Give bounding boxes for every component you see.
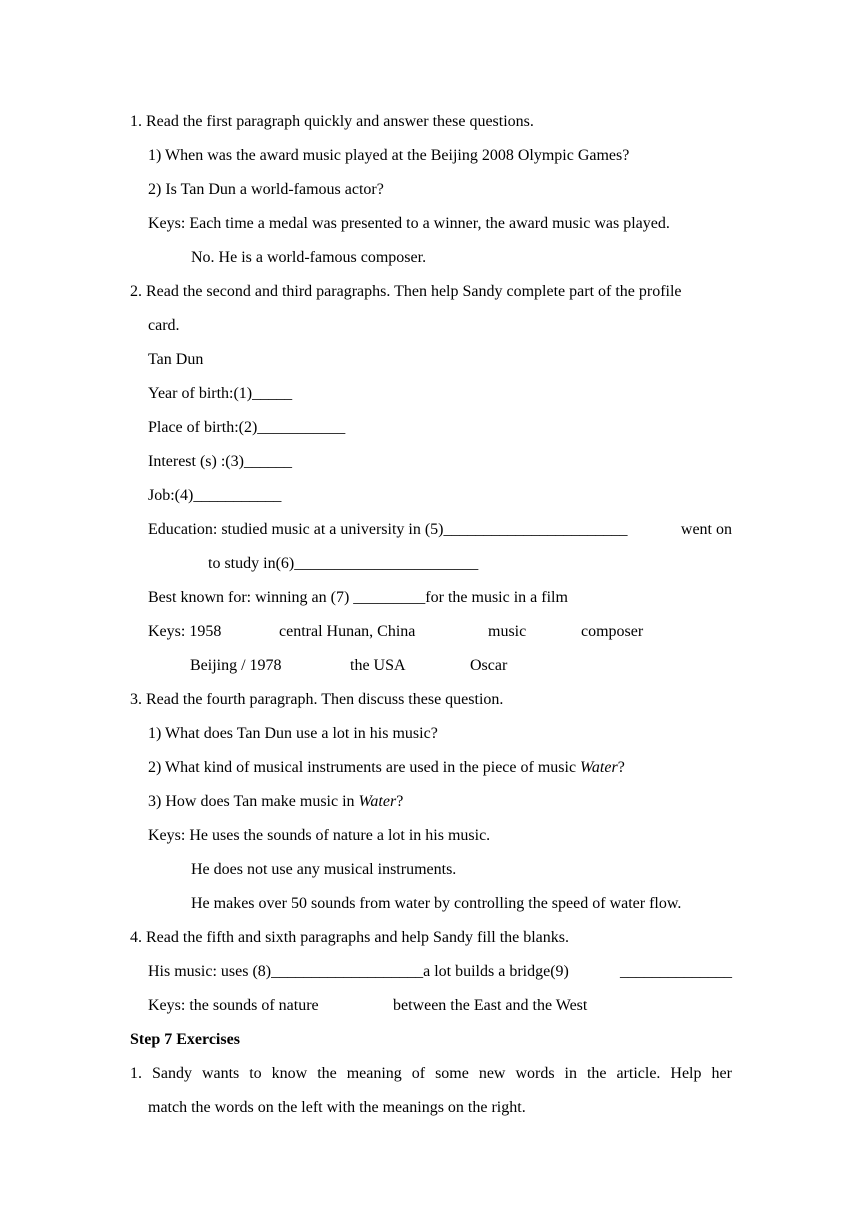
q4-key-1: Keys: the sounds of nature [148, 997, 319, 1014]
q3-item-1: 1) What does Tan Dun use a lot in his music? [148, 725, 438, 742]
q4-title: 4. Read the fifth and sixth paragraphs and help Sandy fill the blanks. [130, 929, 570, 946]
step7-exercise-1-line-2: match the words on the left with the meanings on the right. [148, 1099, 526, 1116]
q1-keys-line-2: No. He is a world-famous composer. [191, 249, 427, 266]
exercise-1-word: of [411, 1065, 426, 1082]
profile-place-of-birth: Place of birth:(2)___________ [148, 419, 346, 436]
q2-key-6: the USA [350, 657, 406, 674]
exercise-1-word: wants [201, 1065, 240, 1082]
q3-item-2-text: 2) What kind of musical instruments are used in the piece of music [148, 759, 581, 776]
q4-music-line [148, 962, 732, 982]
q3-title: 3. Read the fourth paragraph. Then discuss these question. [130, 691, 504, 708]
exercise-1-word: words [515, 1065, 555, 1082]
q1-keys-line-1: Keys: Each time a medal was presented to a winner, the award music was played. [148, 215, 670, 232]
q2-key-7: Oscar [470, 657, 508, 674]
step7-exercise-1-line-1 [130, 1064, 732, 1084]
q4-key-2: between the East and the West [393, 997, 588, 1014]
profile-best-known-for: Best known for: winning an (7) _________for the music in a film [148, 589, 568, 606]
q1-item-2: 2) Is Tan Dun a world-famous actor? [148, 181, 384, 198]
exercise-1-word: some [435, 1065, 469, 1082]
profile-name: Tan Dun [148, 351, 204, 368]
profile-job: Job:(4)___________ [148, 487, 282, 504]
profile-education-line-2: to study in(6)_______________________ [208, 555, 479, 572]
exercise-1-word: meaning [346, 1065, 402, 1082]
q2-title-line-1: 2. Read the second and third paragraphs. Then help Sandy complete part of the profile [130, 283, 682, 300]
q2-key-4: composer [581, 623, 644, 640]
q2-key-3: music [488, 623, 527, 640]
q2-key-2: central Hunan, China [279, 623, 416, 640]
q3-item-3-text: 3) How does Tan make music in [148, 793, 359, 810]
education-went-on: went on [680, 521, 732, 538]
exercise-1-word: the [317, 1065, 337, 1082]
q2-title-line-2: card. [148, 317, 180, 334]
exercise-1-word: Help [670, 1065, 702, 1082]
exercise-1-word: to [249, 1065, 262, 1082]
q3-keys-line-2: He does not use any musical instruments. [191, 861, 457, 878]
q3-item-3-end: ? [396, 793, 404, 810]
exercise-1-word: her [711, 1065, 732, 1082]
exercise-1-word: in [564, 1065, 577, 1082]
exercise-1-word: 1. [130, 1065, 142, 1082]
q3-item-2-end: ? [617, 759, 625, 776]
step7-heading: Step 7 Exercises [130, 1031, 240, 1048]
q2-key-1: Keys: 1958 [148, 623, 222, 640]
exercise-1-word: know [271, 1065, 308, 1082]
q3-keys-line-1: Keys: He uses the sounds of nature a lot in his music. [148, 827, 491, 844]
profile-interests: Interest (s) :(3)______ [148, 453, 292, 470]
q3-item-3-italic: Water [358, 793, 397, 810]
education-text: Education: studied music at a university in (5)_______________________ [148, 521, 628, 538]
exercise-1-word: new [478, 1065, 506, 1082]
q3-item-2-italic: Water [580, 759, 618, 776]
exercise-1-word: the [586, 1065, 607, 1082]
profile-education-line-1 [148, 520, 732, 540]
q2-key-5: Beijing / 1978 [190, 657, 282, 674]
q3-item-2 [148, 758, 625, 778]
exercise-1-word: Sandy [151, 1065, 192, 1082]
q3-keys-line-3: He makes over 50 sounds from water by controlling the speed of water flow. [191, 895, 682, 912]
q3-item-3 [148, 792, 403, 812]
q1-title: 1. Read the first paragraph quickly and answer these questions. [130, 113, 534, 130]
q4-music-text: His music: uses (8)___________________a lot builds a bridge(9) [148, 963, 569, 980]
profile-year-of-birth: Year of birth:(1)_____ [148, 385, 293, 402]
q1-item-1: 1) When was the award music played at the Beijing 2008 Olympic Games? [148, 147, 630, 164]
q4-music-blank-9: ______________ [620, 963, 732, 980]
exercise-1-word: article. [616, 1065, 661, 1082]
